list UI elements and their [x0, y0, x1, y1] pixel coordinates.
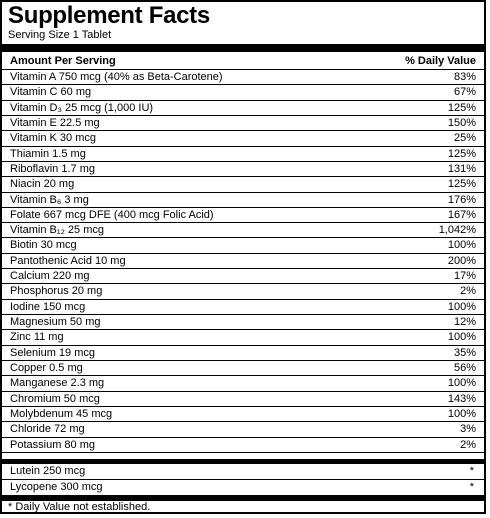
daily-value: 100%	[447, 300, 476, 313]
nutrient-name: Folate 667 mcg DFE (400 mcg Folic Acid)	[10, 208, 214, 221]
nutrient-name: Pantothenic Acid 10 mg	[10, 254, 126, 267]
daily-value: 3%	[460, 423, 476, 436]
nutrient-row	[2, 438, 484, 453]
nutrient-name: Niacin 20 mg	[10, 178, 75, 191]
nutrient-name: Calcium 220 mg	[10, 270, 90, 283]
daily-value: 67%	[453, 86, 476, 99]
nutrient-name: Potassium 80 mg	[10, 438, 95, 451]
nutrient-row	[2, 101, 484, 116]
nutrient-name: Biotin 30 mcg	[10, 239, 77, 252]
nutrient-row	[2, 284, 484, 299]
daily-value: 125%	[447, 101, 476, 114]
nutrient-row	[2, 315, 484, 330]
serving-size: Serving Size 1 Tablet	[8, 29, 112, 41]
nutrient-name: Riboflavin 1.7 mg	[10, 162, 95, 175]
nutrient-name: Vitamin B₁₂ 25 mcg	[10, 224, 104, 237]
nutrient-row	[2, 131, 484, 146]
daily-value-header: % Daily Value	[405, 55, 476, 67]
nutrient-name: Copper 0.5 mg	[10, 361, 83, 374]
daily-value: 100%	[447, 377, 476, 390]
nutrient-name: Lycopene 300 mcg	[10, 481, 103, 493]
nutrient-row	[2, 300, 484, 315]
daily-value: 176%	[447, 193, 476, 206]
daily-value: 143%	[447, 392, 476, 405]
nutrient-name: Vitamin B₆ 3 mg	[10, 193, 89, 206]
nutrient-name: Chromium 50 mcg	[10, 392, 100, 405]
nutrient-row	[2, 361, 484, 376]
nutrient-row	[2, 193, 484, 208]
nutrient-name: Molybdenum 45 mcg	[10, 407, 113, 420]
panel-title: Supplement Facts	[8, 2, 210, 29]
nutrient-row	[2, 464, 484, 480]
nutrient-name: Vitamin E 22.5 mg	[10, 116, 100, 129]
nutrient-name: Thiamin 1.5 mg	[10, 147, 86, 160]
daily-value: 167%	[447, 208, 476, 221]
footnote: * Daily Value not established.	[8, 501, 151, 513]
daily-value: 131%	[447, 162, 476, 175]
nutrient-row	[2, 480, 484, 496]
amount-per-serving-header: Amount Per Serving	[10, 55, 116, 67]
daily-value: 125%	[447, 178, 476, 191]
daily-value: *	[469, 465, 474, 477]
nutrient-row	[2, 85, 484, 100]
nutrient-row	[2, 254, 484, 269]
nutrient-row	[2, 269, 484, 284]
nutrient-name: Magnesium 50 mg	[10, 316, 101, 328]
daily-value: 200%	[447, 254, 476, 267]
other-ingredient-list	[2, 464, 484, 496]
nutrient-row	[2, 70, 484, 85]
nutrient-row	[2, 208, 484, 223]
nutrient-name: Vitamin K 30 mcg	[10, 132, 97, 145]
daily-value: 2%	[460, 285, 476, 298]
thick-divider	[2, 44, 484, 52]
nutrient-name: Chloride 72 mg	[10, 423, 85, 436]
column-header-row	[2, 53, 484, 69]
daily-value: 56%	[453, 361, 476, 374]
nutrient-row	[2, 392, 484, 407]
nutrient-row	[2, 162, 484, 177]
nutrient-name: Selenium 19 mcg	[10, 346, 95, 359]
daily-value: 150%	[447, 116, 476, 129]
daily-value: 35%	[453, 346, 476, 359]
daily-value: 125%	[447, 147, 476, 160]
nutrient-row	[2, 238, 484, 253]
daily-value: 17%	[453, 270, 476, 283]
nutrient-name: Iodine 150 mcg	[10, 300, 86, 313]
daily-value: 100%	[447, 331, 476, 344]
daily-value: 83%	[453, 71, 476, 83]
nutrient-row	[2, 376, 484, 391]
nutrient-name: Zinc 11 mg	[10, 331, 64, 344]
nutrient-row	[2, 407, 484, 422]
nutrient-name: Phosphorus 20 mg	[10, 285, 103, 298]
nutrient-row	[2, 330, 484, 345]
nutrient-name: Vitamin D₃ 25 mcg (1,000 IU)	[10, 101, 154, 114]
nutrient-name: Vitamin A 750 mcg (40% as Beta-Carotene)	[10, 71, 223, 83]
daily-value: 2%	[460, 438, 476, 451]
daily-value: *	[469, 481, 474, 493]
nutrient-row	[2, 422, 484, 437]
daily-value: 25%	[453, 132, 476, 145]
nutrient-row	[2, 177, 484, 192]
nutrient-list	[2, 70, 484, 453]
nutrient-row	[2, 223, 484, 238]
nutrient-name: Manganese 2.3 mg	[10, 377, 105, 390]
daily-value: 100%	[447, 239, 476, 252]
nutrient-name: Vitamin C 60 mg	[10, 86, 92, 99]
nutrient-row	[2, 346, 484, 361]
daily-value: 1,042%	[438, 224, 476, 237]
nutrient-row	[2, 147, 484, 162]
nutrient-row	[2, 116, 484, 131]
daily-value: 12%	[453, 316, 476, 328]
daily-value: 100%	[447, 407, 476, 420]
nutrient-name: Lutein 250 mcg	[10, 465, 86, 477]
